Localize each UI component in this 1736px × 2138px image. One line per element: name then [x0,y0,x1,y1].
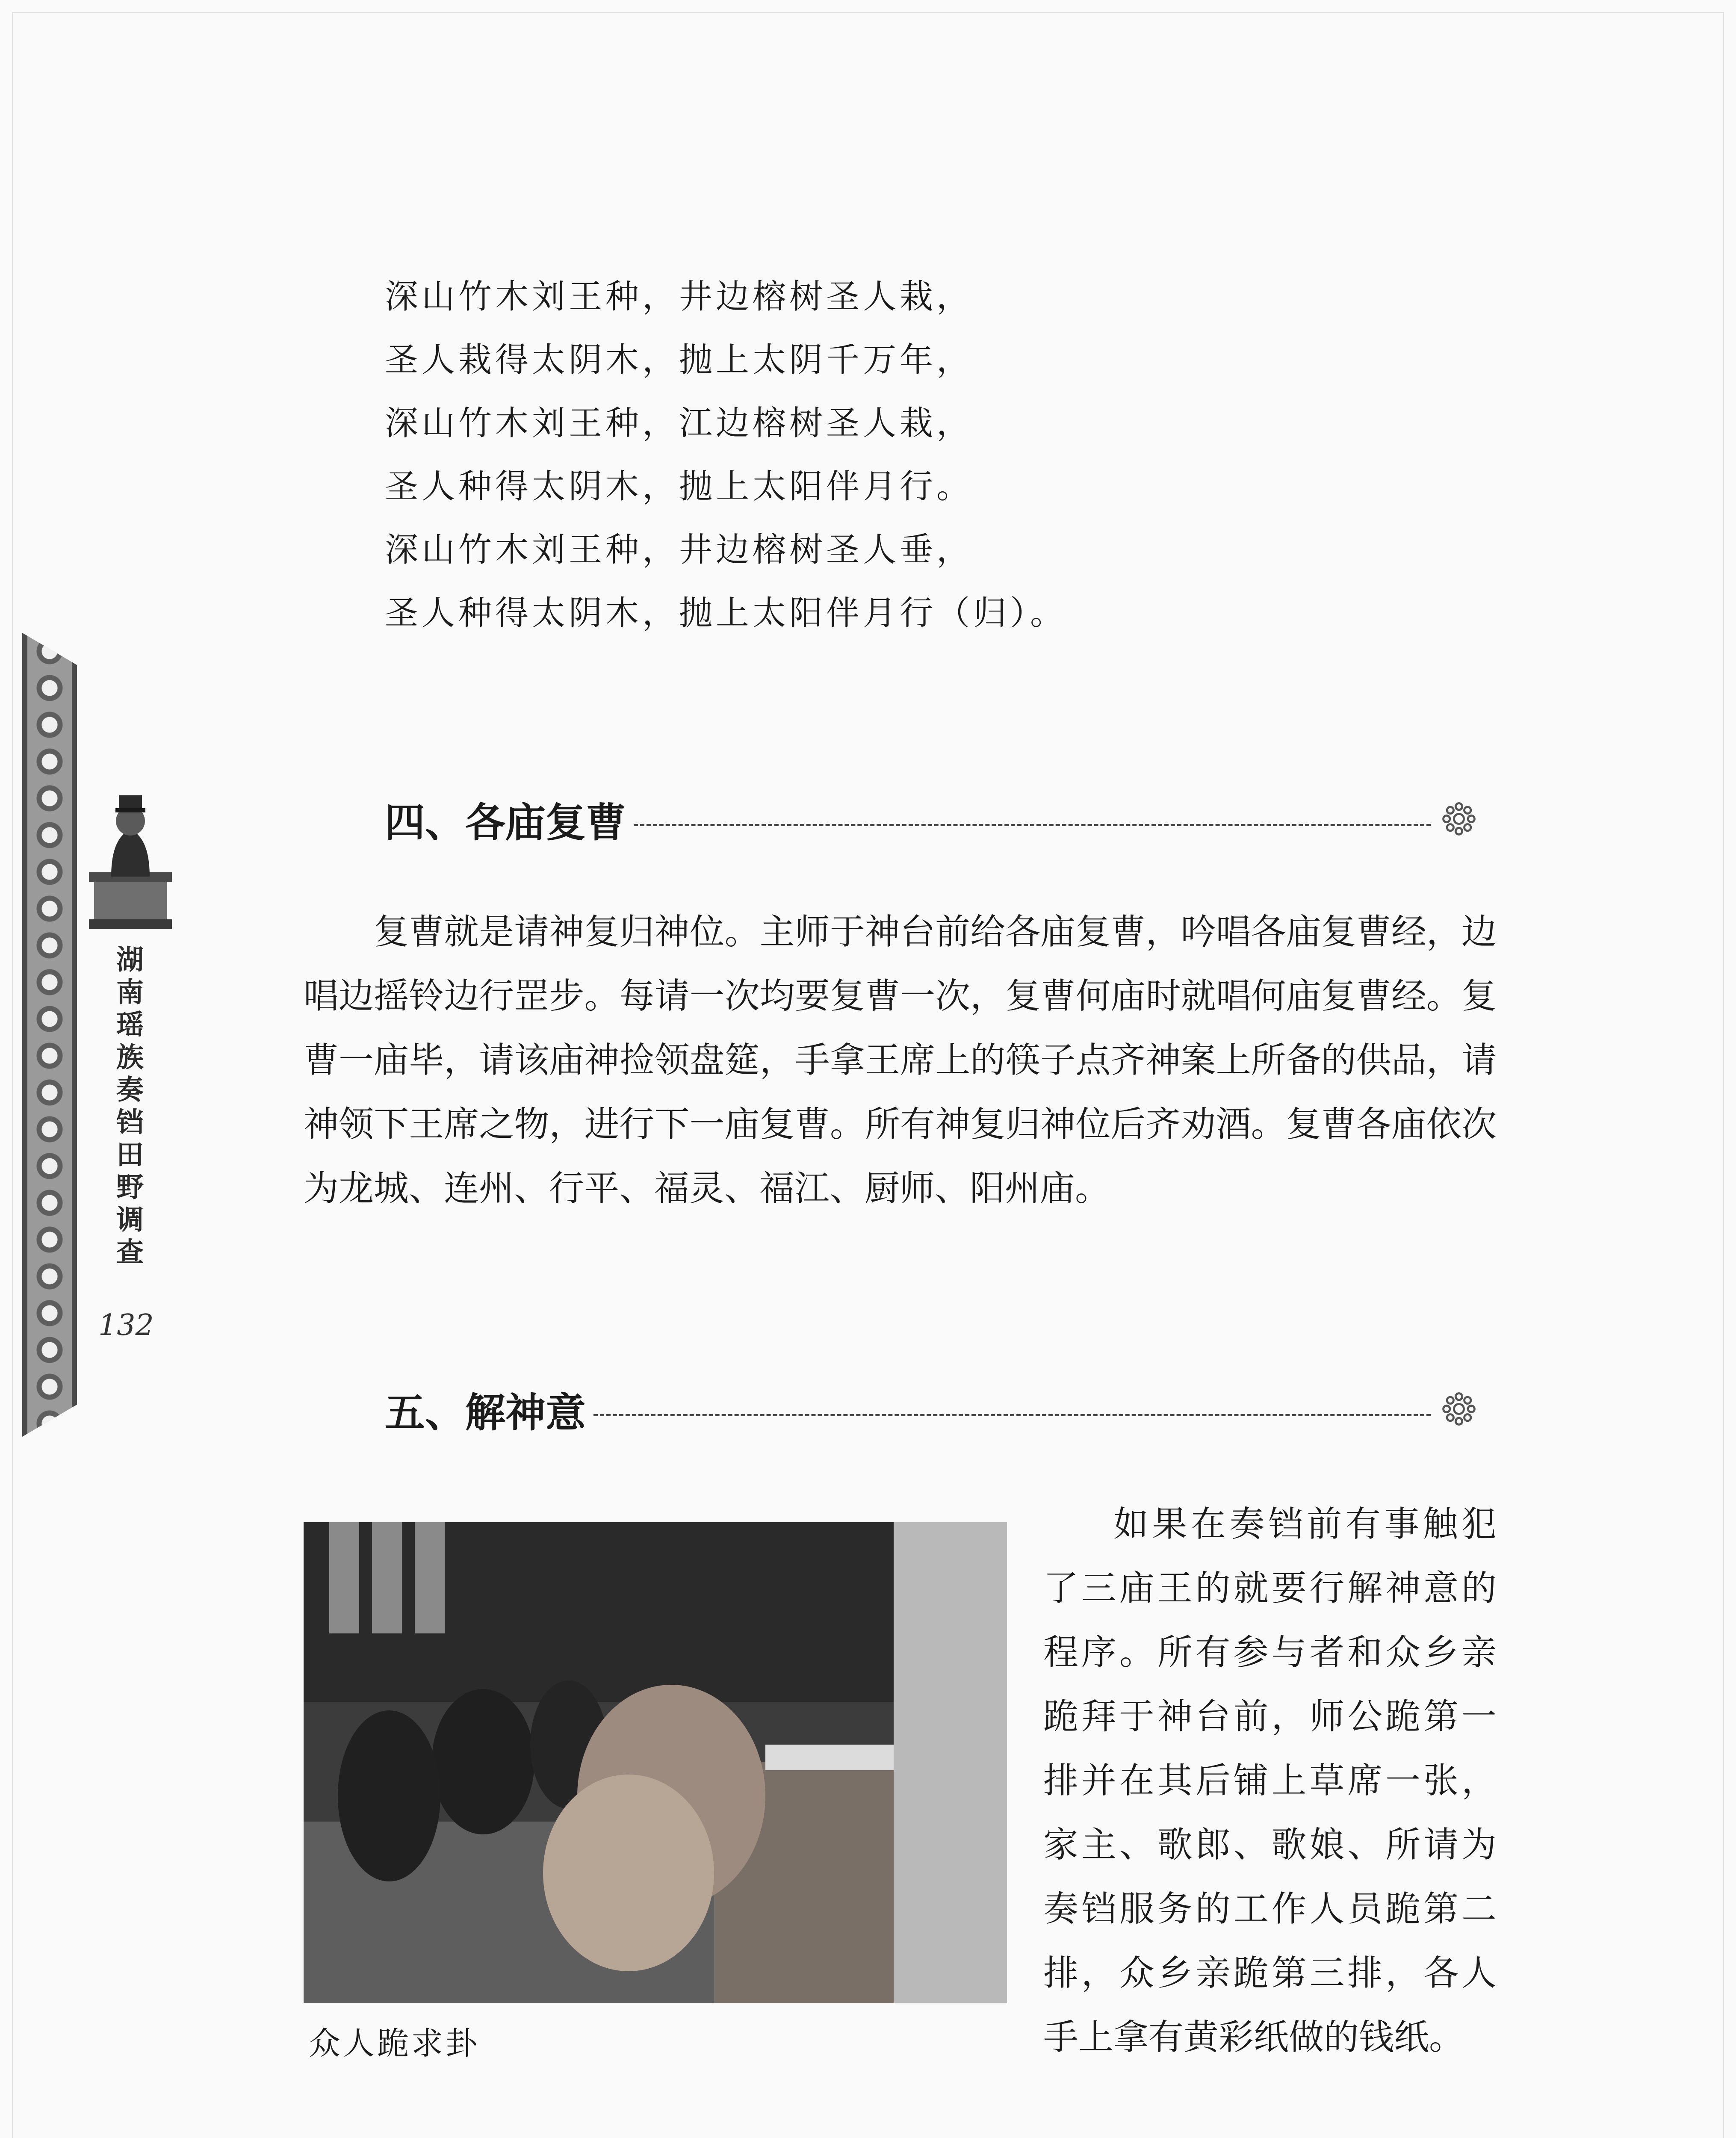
section-heading-4 [385,793,1479,845]
poem-line: 深山竹木刘王种，江边榕树圣人栽， [385,404,974,443]
dashed-rule [634,824,1431,826]
poem-line: 圣人种得太阴木，抛上太阳伴月行（归）。 [385,594,1067,632]
book-title-vertical: 湖南瑶族奏铛田野调查 [112,945,144,1270]
flower-ornament-icon [1438,1388,1479,1429]
section-title: 五、解神意 [385,1389,586,1436]
photo-caption: 众人跪求卦 [309,2025,480,2062]
section-5-body [1043,1492,1497,2070]
sidebar [77,667,182,1394]
ornamental-border-strip [22,633,77,1437]
poem-line: 深山竹木刘王种，井边榕树圣人垂， [385,531,974,569]
poem-block [385,265,1067,645]
section-heading-5 [385,1383,1479,1435]
poem-line: 圣人栽得太阴木，抛上太阴千万年， [385,341,974,379]
section-4-body [304,900,1497,1221]
paragraph: 如果在奏铛前有事触犯了三庙王的就要行解神意的程序。所有参与者和众乡亲跪拜于神台前，师公跪第一排并在其后铺上草席一张，家主、歌郎、歌娘、所请为奏铛服务的工作人员跪第二排，众乡亲跪第三排，各人手上拿有黄彩纸做的钱纸。 [1043,1504,1497,2058]
poem-line: 圣人种得太阴木，抛上太阳伴月行。 [385,467,974,506]
poem-line: 深山竹木刘王种，井边榕树圣人栽， [385,278,974,316]
section-title: 四、各庙复曹 [385,799,626,846]
deity-statue-icon [86,778,175,932]
flower-ornament-icon [1438,798,1479,839]
dashed-rule [593,1414,1431,1416]
ritual-photo [304,1522,1007,2003]
page-number: 132 [98,1308,154,1342]
paragraph: 复曹就是请神复归神位。主师于神台前给各庙复曹，吟唱各庙复曹经，边唱边摇铃边行罡步。每请一次均要复曹一次，复曹何庙时就唱何庙复曹经。复曹一庙毕，请该庙神捡领盘筵，手拿王席上的筷子点齐神案上所备的供品，请神领下王席之物，进行下一庙复曹。所有神复归神位后齐劝酒。复曹各庙依次为龙城、连州、行平、福灵、福江、厨师、阳州庙。 [304,912,1497,1209]
